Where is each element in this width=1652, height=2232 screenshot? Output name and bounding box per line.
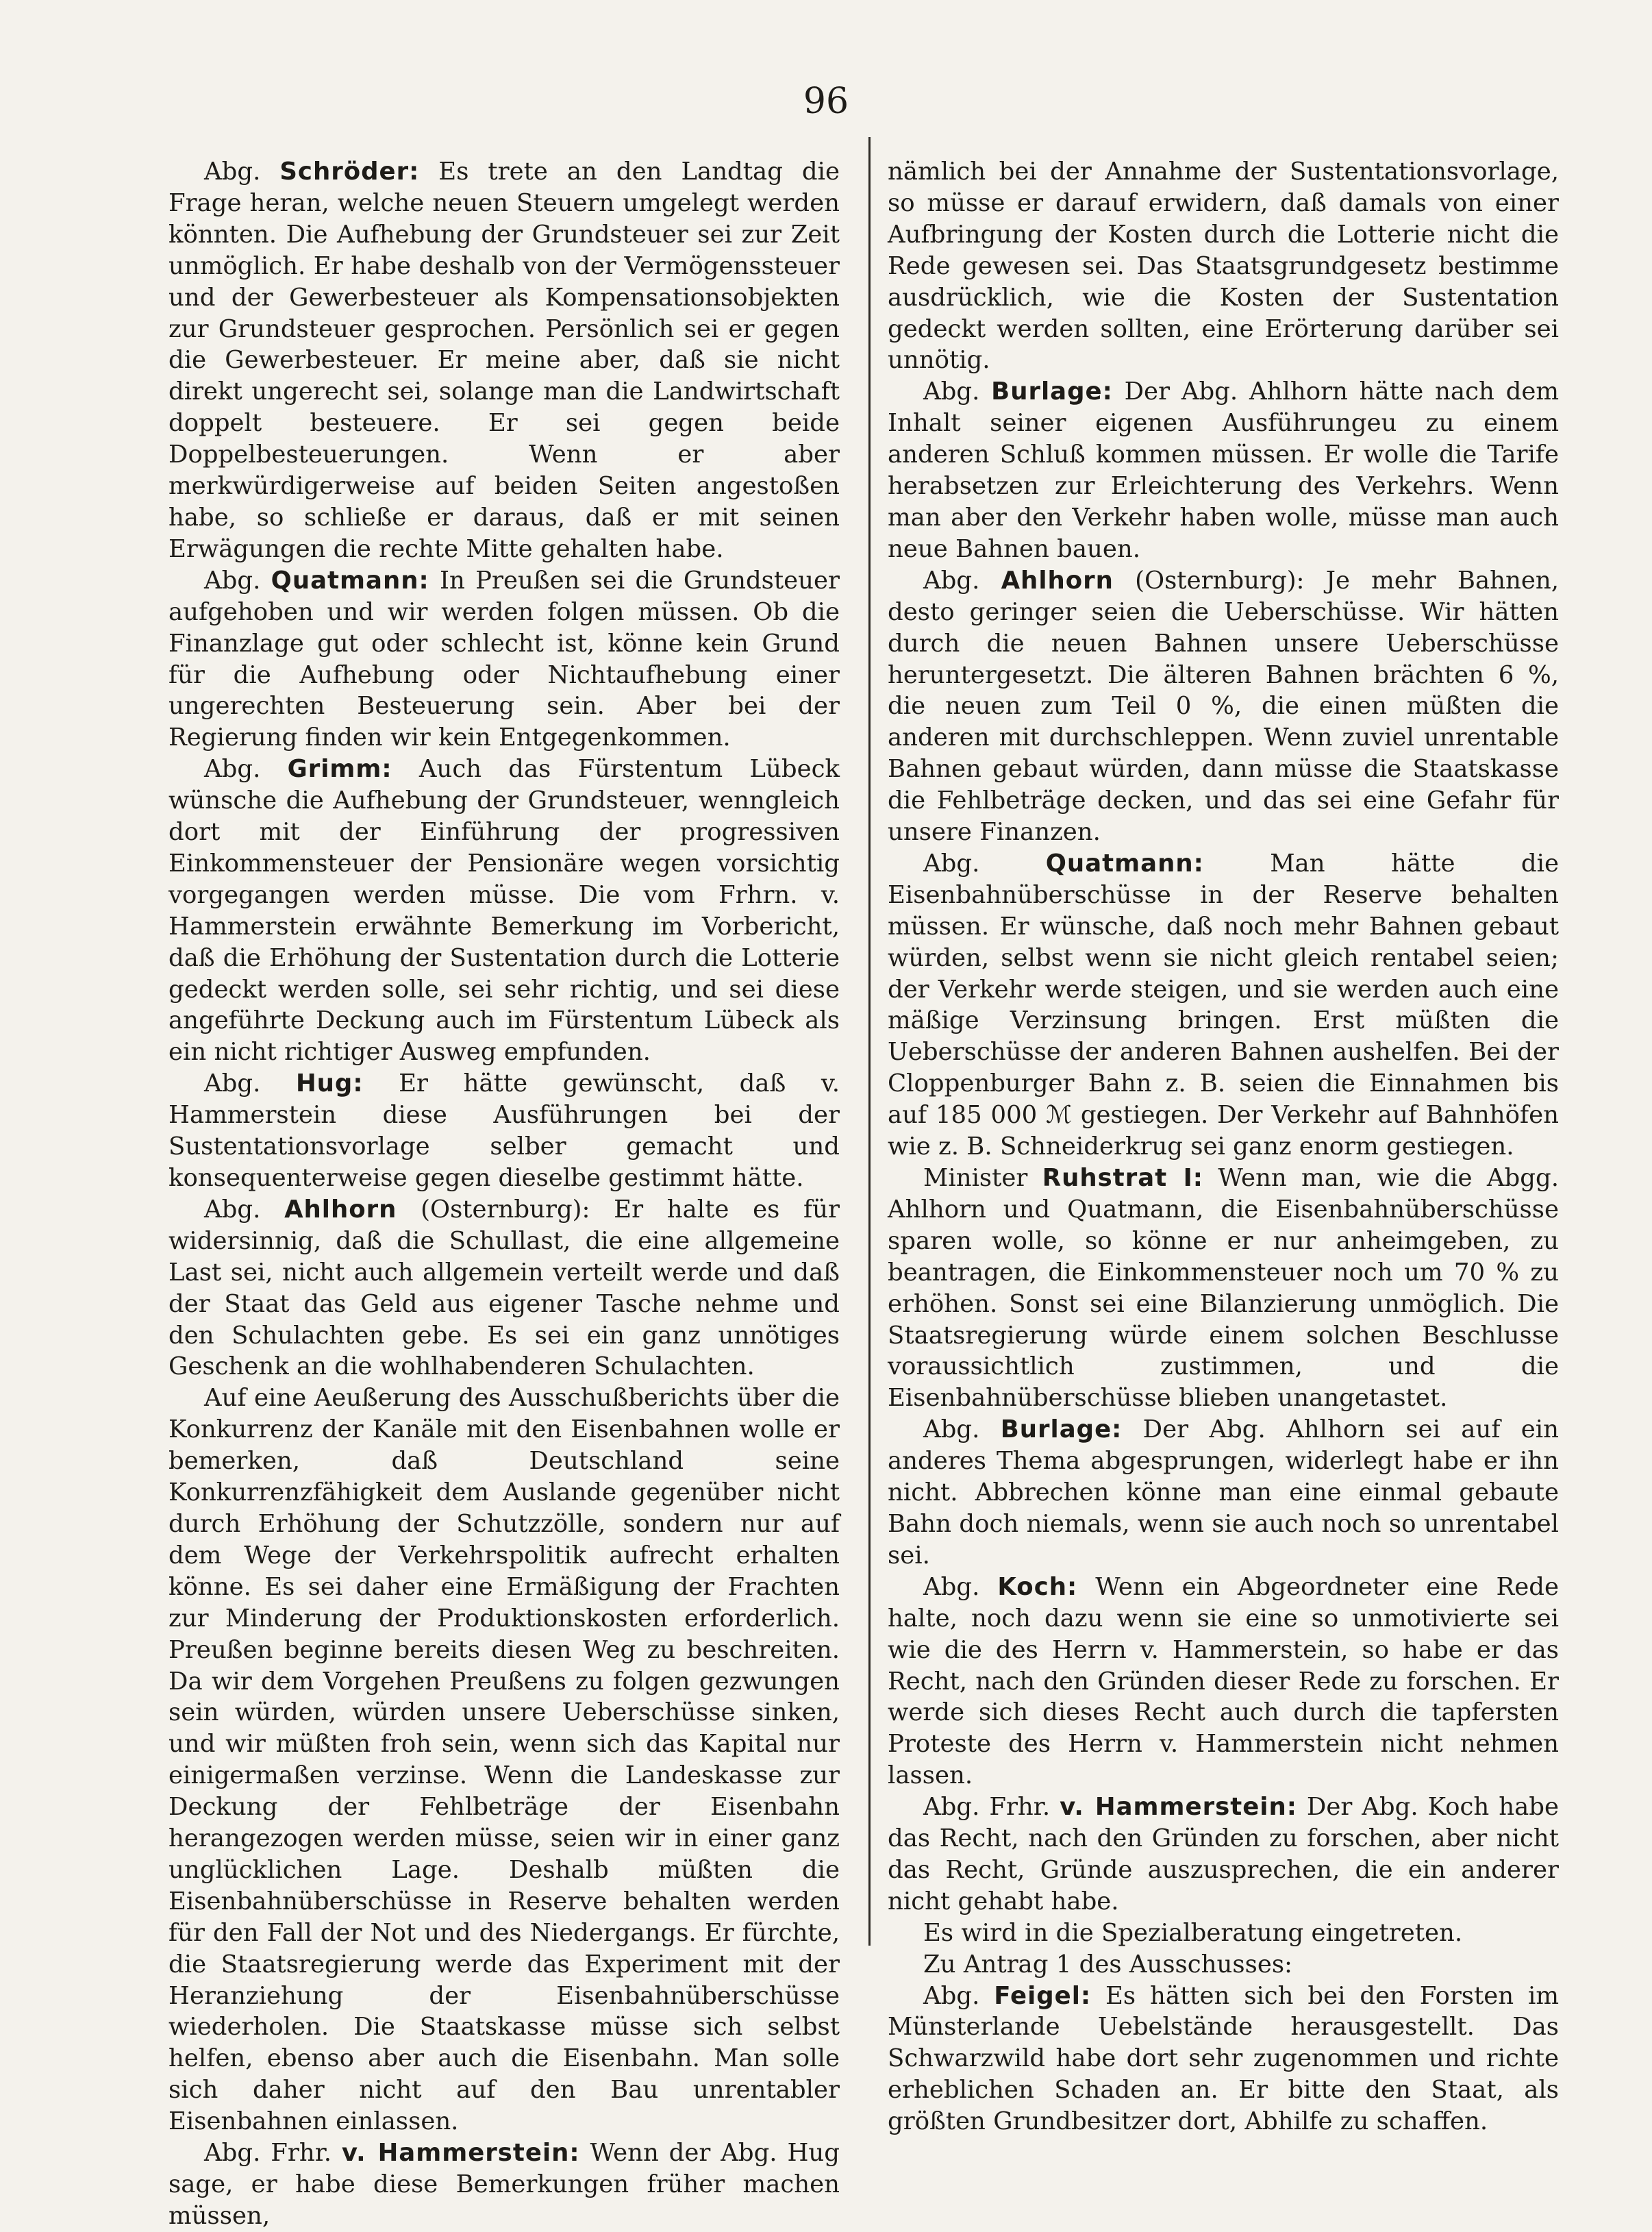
speaker-prefix: Abg.	[923, 1572, 998, 1601]
paragraph-text: Zu Antrag 1 des Ausschusses:	[923, 1950, 1293, 1979]
paragraph	[888, 1791, 1559, 1918]
speaker-name: Burlage:	[991, 377, 1113, 406]
paragraph-text: Auf eine Aeußerung des Ausschußberichts über die Konkurrenz der Kanäle mit den Eisenbahnen wolle er bemerken, daß Deutschland seine Konkurrenzfähigkeit dem Auslande gegenüber nicht durch Erhöhung der Schutzzölle, sondern nur auf dem Wege der Verkehrspolitik aufrecht erhalten könne. Es sei daher eine Ermäßigung der Frachten zur Minderung der Produktionskosten erforderlich. Preußen beginne bereits diesen Weg zu beschreiten. Da wir dem Vorgehen Preußens zu folgen gezwungen sein würden, würden unsere Ueberschüsse sinken, und wir müßten froh sein, wenn sich das Kapital nur einigermaßen verzinse. Wenn die Landeskasse zur Deckung der Fehlbeträge der Eisenbahn herangezogen werden müsse, seien wir in einer ganz unglücklichen Lage. Deshalb müßten die Eisenbahnüberschüsse in Reserve behalten werden für den Fall der Not und des Niedergangs. Er fürchte, die Staatsregierung werde das Experiment mit der Heranziehung der Eisenbahnüberschüsse wiederholen. Die Staatskasse müsse sich selbst helfen, ebenso aber auch die Eisenbahn. Man solle sich daher nicht auf den Bau unrentabler Eisenbahnen einlassen.	[168, 1384, 840, 2136]
speaker-name: Quatmann:	[1045, 849, 1204, 878]
speaker-name: Schröder:	[279, 158, 420, 186]
paragraph	[168, 565, 840, 754]
speaker-prefix: Abg.	[923, 1415, 1001, 1444]
paragraph-text: Wenn man, wie die Abgg. Ahlhorn und Quatmann, die Eisenbahnüberschüsse sparen wolle, so könne er nur anheimgeben, zu beantragen, die Einkommensteuer noch um 70 % zu erhöhen. Sonst sei eine Bilanzierung unmöglich. Die Staatsregierung würde einem solchen Beschlusse voraussichtlich zustimmen, und die Eisenbahnüberschüsse blieben unangetastet.	[888, 1164, 1559, 1413]
paragraph-text: Der Abg. Ahlhorn hätte nach dem Inhalt seiner eigenen Ausführungeu zu einem anderen Schluß kommen müssen. Er wolle die Tarife herabsetzen zur Erleichterung des Verkehrs. Wenn man aber den Verkehr haben wolle, müsse man auch neue Bahnen bauen.	[888, 377, 1559, 563]
speaker-prefix: Abg.	[204, 566, 271, 595]
paragraph	[888, 848, 1559, 1163]
paragraph	[888, 1572, 1559, 1791]
paragraph	[168, 156, 840, 565]
paragraph-text: Es wird in die Spezialberatung eingetreten.	[923, 1918, 1463, 1947]
speaker-name: Koch:	[997, 1572, 1078, 1601]
paragraph	[888, 1949, 1559, 1981]
speaker-name: Feigel:	[994, 1981, 1092, 2010]
speaker-prefix: Abg.	[923, 1981, 994, 2010]
speaker-prefix: Abg.	[923, 566, 1001, 595]
speaker-name: Ahlhorn	[284, 1195, 397, 1224]
paragraph	[168, 1068, 840, 1194]
page-number: 96	[803, 81, 849, 122]
paragraph-text: Man hätte die Eisenbahnüberschüsse in der Reserve behalten müssen. Er wünsche, daß noch mehr Bahnen gebaut würden, selbst wenn sie nicht gleich rentabel seien; der Verkehr werde steigen, und sie werden auch eine mäßige Verzinsung bringen. Erst müßten die Ueberschüsse der anderen Bahnen aushelfen. Bei der Cloppenburger Bahn z. B. seien die Einnahmen bis auf 185 000 ℳ gestiegen. Der Verkehr auf Bahnhöfen wie z. B. Schneiderkrug sei ganz enorm gestiegen.	[888, 849, 1559, 1161]
paragraph-text: nämlich bei der Annahme der Sustentationsvorlage, so müsse er darauf erwidern, daß damals von einer Aufbringung der Kosten durch die Lotterie nicht die Rede gewesen sei. Das Staatsgrundgesetz bestimme ausdrücklich, wie die Kosten der Sustentation gedeckt werden sollten, eine Erörterung darüber sei unnötig.	[888, 158, 1559, 375]
paragraph-text: (Osternburg): Er halte es für widersinnig, daß die Schullast, die eine allgemeine Last sei, nicht auch allgemein verteilt werde und daß der Staat das Geld aus eigener Tasche nehme und den Schulachten gebe. Es sei ein ganz unnötiges Geschenk an die wohlhabenderen Schulachten.	[168, 1195, 840, 1381]
paragraph-text: Der Abg. Ahlhorn sei auf ein anderes Thema abgesprungen, widerlegt habe er ihn nicht. Abbrechen könne man eine einmal gebaute Bahn doch niemals, wenn sie auch noch so unrentabel sei.	[888, 1415, 1560, 1570]
paragraph	[168, 754, 840, 1068]
speaker-name: Hug:	[295, 1069, 364, 1098]
speaker-prefix: Abg.	[204, 158, 280, 186]
paragraph	[168, 1382, 840, 2137]
paragraph	[888, 1981, 1559, 2138]
column-divider	[868, 137, 871, 1946]
speaker-prefix: Abg.	[204, 1069, 296, 1098]
speaker-prefix: Abg.	[204, 1195, 285, 1224]
paragraph-text: Wenn ein Abgeordneter eine Rede halte, noch dazu wenn sie eine so unmotivierte sei wie die des Herrn v. Hammerstein, so habe er das Recht, nach den Gründen dieser Rede zu forschen. Er werde sich dieses Recht auch durch die tapfersten Proteste des Herrn v. Hammerstein nicht nehmen lassen.	[888, 1572, 1559, 1790]
paragraph	[888, 156, 1559, 376]
paragraph	[888, 1414, 1559, 1572]
paragraph-text: Er hätte gewünscht, daß v. Hammerstein diese Ausführungen bei der Sustentationsvorlage selber gemacht und konsequenterweise gegen dieselbe gestimmt hätte.	[168, 1069, 840, 1192]
speaker-prefix: Abg.	[923, 849, 1046, 878]
speaker-prefix: Minister	[923, 1164, 1042, 1192]
left-column	[168, 156, 840, 2232]
speaker-name: Ahlhorn	[1001, 566, 1114, 595]
speaker-name: Quatmann:	[271, 566, 429, 595]
paragraph-text: In Preußen sei die Grundsteuer aufgehoben und wir werden folgen müssen. Ob die Finanzlage gut oder schlecht ist, könne kein Grund für die Aufhebung oder Nichtaufhebung einer ungerechten Besteuerung sein. Aber bei der Regierung finden wir kein Entgegenkommen.	[168, 566, 840, 752]
speaker-name: Ruhstrat I:	[1042, 1164, 1203, 1192]
speaker-name: v. Hammerstein:	[341, 2139, 580, 2168]
paragraph	[888, 1163, 1559, 1414]
right-column	[888, 156, 1559, 2137]
paragraph	[888, 1918, 1559, 1949]
paragraph	[168, 2137, 840, 2232]
paragraph-text: Der Abg. Koch habe das Recht, nach den Gründen zu forschen, aber nicht das Recht, Gründe auszusprechen, die ein anderer nicht gehabt habe.	[888, 1793, 1559, 1915]
paragraph-text: Es trete an den Landtag die Frage heran, welche neuen Steuern umgelegt werden könnten. Die Aufhebung der Grundsteuer sei zur Zeit unmöglich. Er habe deshalb von der Vermögenssteuer und der Gewerbesteuer als Kompensationsobjekten zur Grundsteuer gesprochen. Persönlich sei er gegen die Gewerbesteuer. Er meine aber, daß sie nicht direkt ungerecht sei, solange man die Landwirtschaft doppelt besteuere. Er sei gegen beide Doppelbesteuerungen. Wenn er aber merkwürdigerweise auf beiden Seiten angestoßen habe, so schließe er daraus, daß er mit seinen Erwägungen die rechte Mitte gehalten habe.	[168, 158, 840, 563]
paragraph-text: (Osternburg): Je mehr Bahnen, desto geringer seien die Ueberschüsse. Wir hätten durch die neuen Bahnen unsere Ueberschüsse heruntergesetzt. Die älteren Bahnen brächten 6 %, die neuen zum Teil 0 %, die einen müßten die anderen mit durchschleppen. Wenn zuviel unrentable Bahnen gebaut würden, dann müsse die Staatskasse die Fehlbeträge decken, und das sei eine Gefahr für unsere Finanzen.	[888, 566, 1559, 847]
paragraph-text: Wenn der Abg. Hug sage, er habe diese Bemerkungen früher machen müssen,	[168, 2139, 840, 2230]
paragraph-text: Es hätten sich bei den Forsten im Münsterlande Uebelstände herausgestellt. Das Schwarzwild habe dort sehr zugenommen und richte erheblichen Schaden an. Er bitte den Staat, als größten Grundbesitzer dort, Abhilfe zu schaffen.	[888, 1981, 1560, 2136]
speaker-prefix: Abg.	[923, 377, 992, 406]
speaker-prefix: Abg.	[204, 755, 288, 784]
paragraph	[888, 565, 1559, 848]
speaker-prefix: Abg. Frhr.	[923, 1793, 1060, 1822]
paragraph	[168, 1194, 840, 1382]
paragraph	[888, 376, 1559, 565]
speaker-name: v. Hammerstein:	[1060, 1793, 1297, 1822]
speaker-name: Burlage:	[1000, 1415, 1123, 1444]
speaker-name: Grimm:	[287, 755, 392, 784]
paragraph-text: Auch das Fürstentum Lübeck wünsche die Aufhebung der Grundsteuer, wenngleich dort mit der Einführung der progressiven Einkommensteuer der Pensionäre wegen vorsichtig vorgegangen werden müsse. Die vom Frhrn. v. Hammerstein erwähnte Bemerkung im Vorbericht, daß die Erhöhung der Sustentation durch die Lotterie gedeckt werden solle, sei sehr richtig, und sei diese angeführte Deckung auch im Fürstentum Lübeck als ein nicht richtiger Ausweg empfunden.	[168, 755, 840, 1067]
speaker-prefix: Abg. Frhr.	[204, 2139, 342, 2168]
